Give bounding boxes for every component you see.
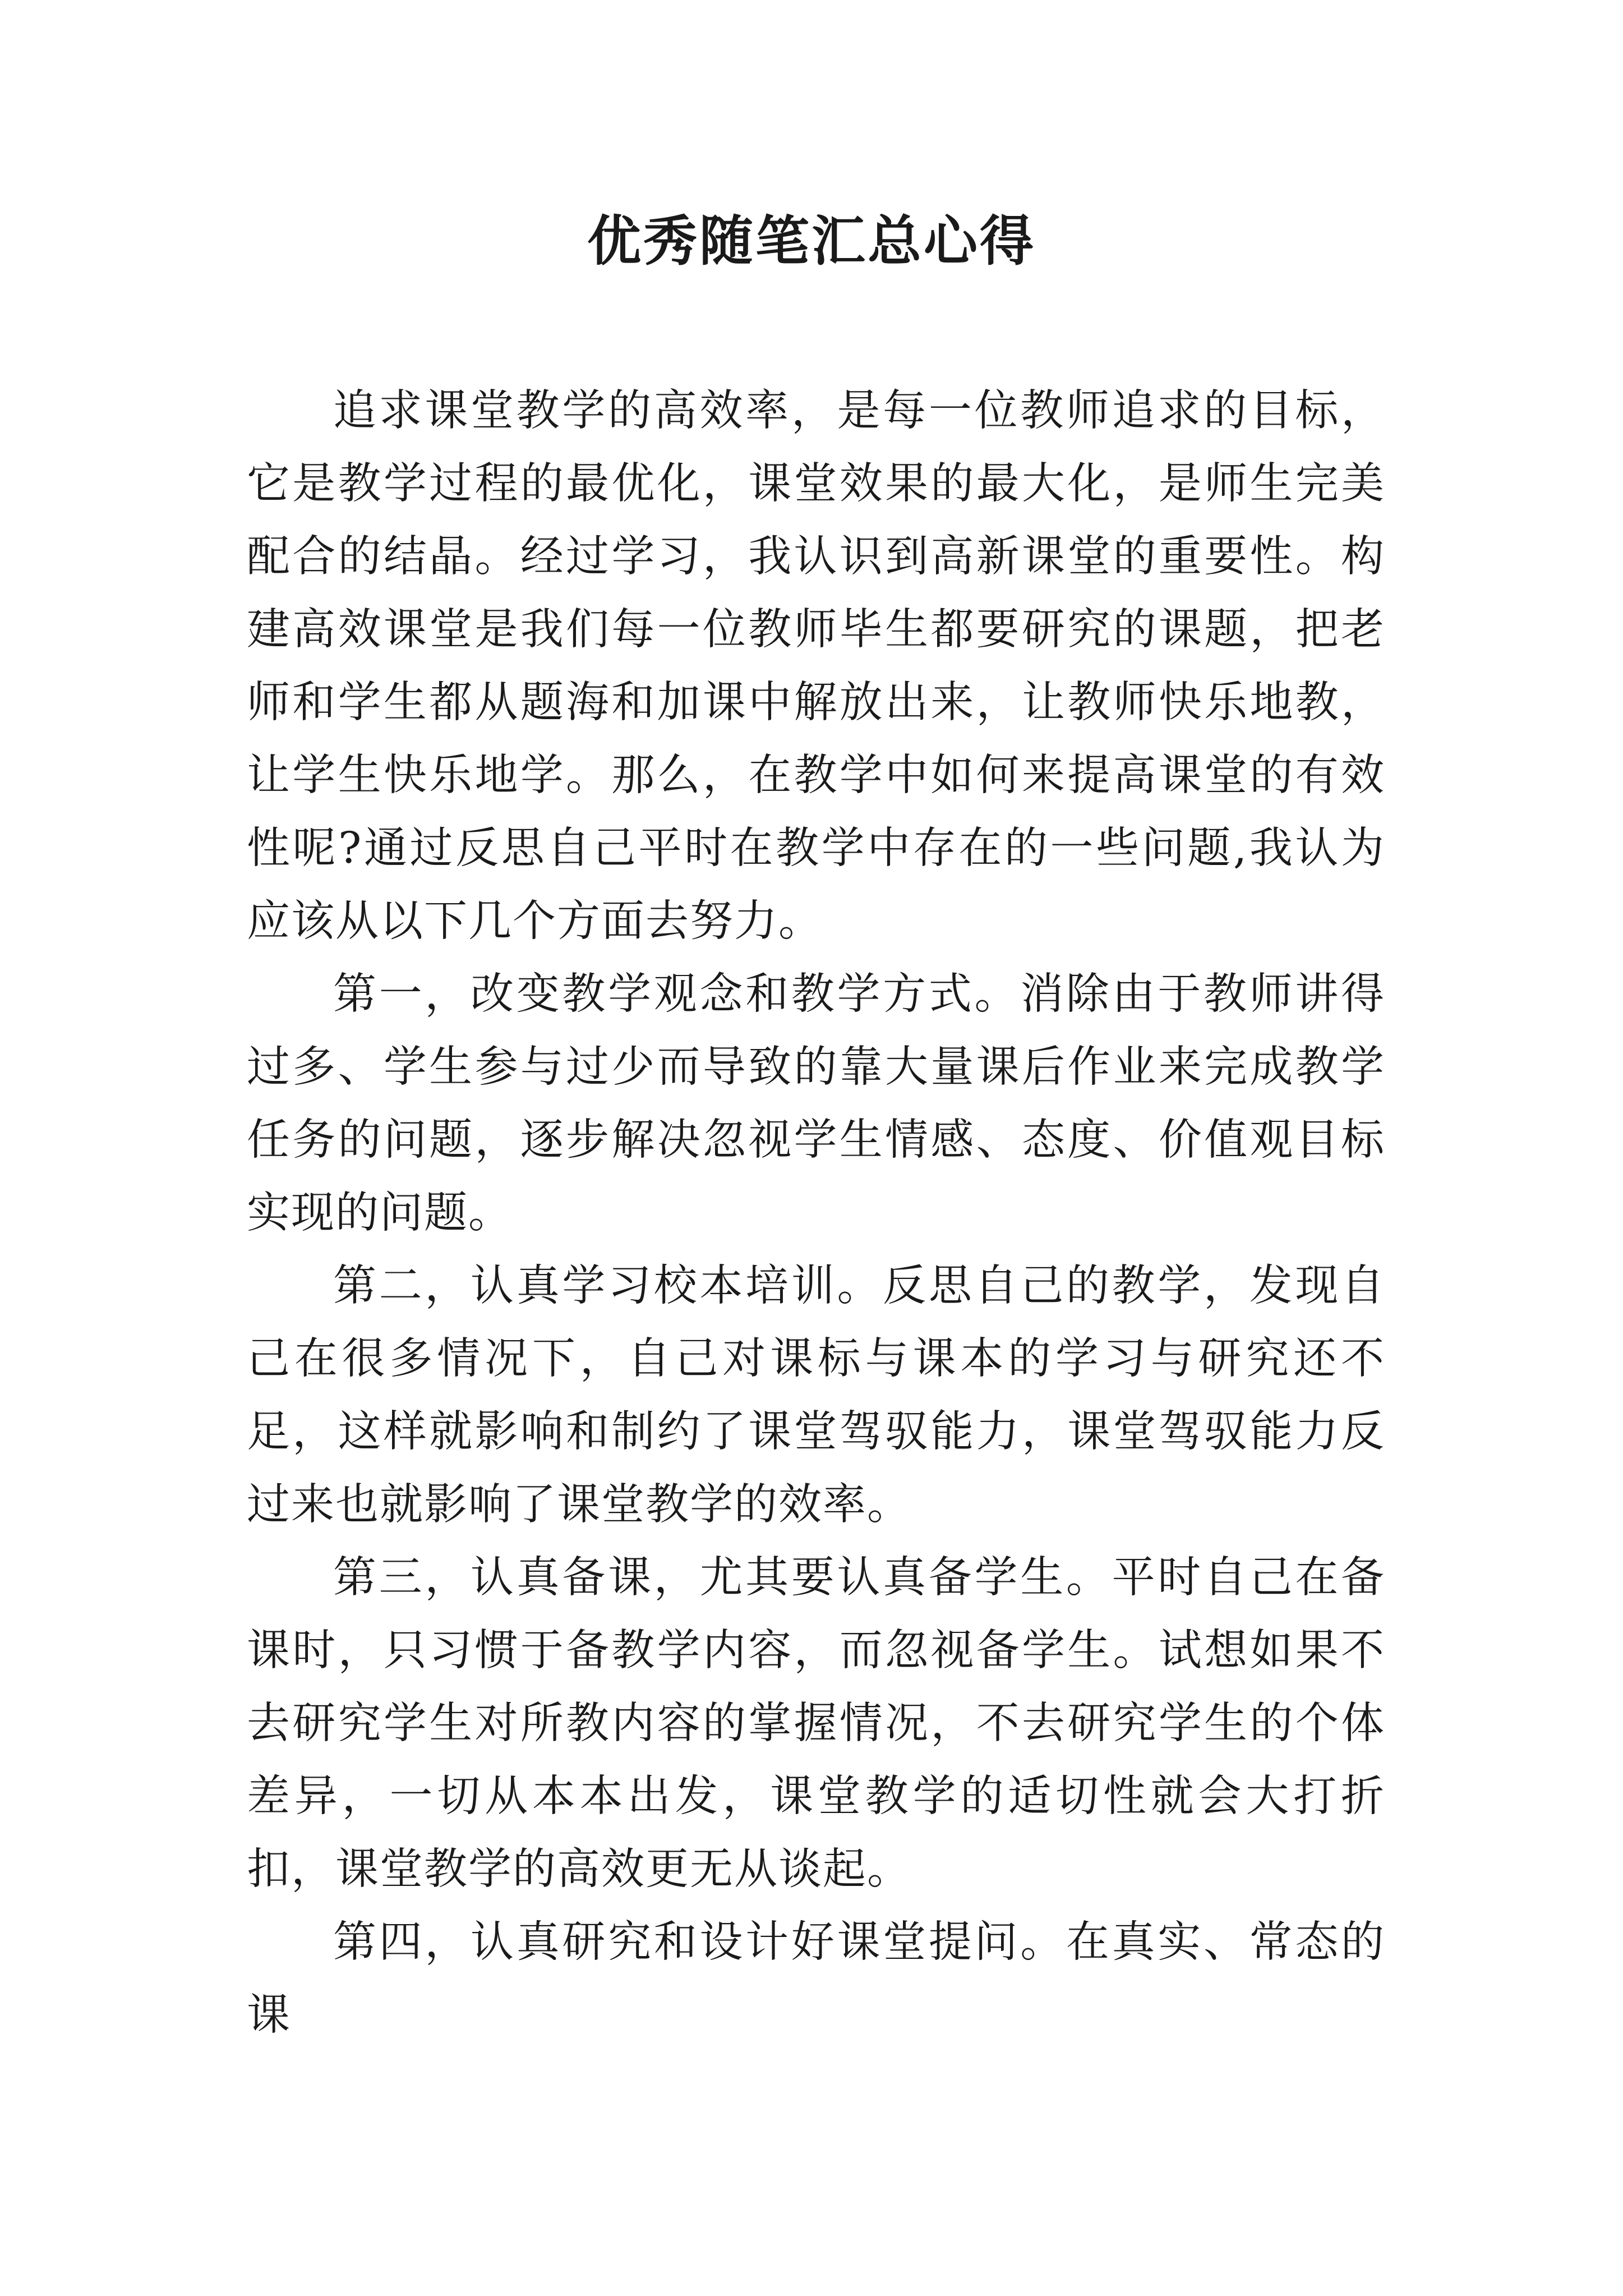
paragraph-4: 第三，认真备课，尤其要认真备学生。平时自己在备课时，只习惯于备教学内容，而忽视备学生。试想如果不去研究学生对所教内容的掌握情况，不去研究学生的个体差异，一切从本本出发，课堂教学的适切性就会大打折扣，课堂教学的高效更无从谈起。 bbox=[247, 1553, 1385, 1894]
document-title: 优秀随笔汇总心得 bbox=[587, 209, 1036, 273]
paragraph-1: 追求课堂教学的高效率，是每一位教师追求的目标，它是教学过程的最优化，课堂效果的最大化，是师生完美配合的结晶。经过学习，我认识到高新课堂的重要性。构建高效课堂是我们每一位教师毕生都要研究的课题，把老师和学生都从题海和加课中解放出来，让教师快乐地教，让学生快乐地学。那么，在教学中如何来提高课堂的有效性呢?通过反思自己平时在教学中存在的一些问题,我认为应该从以下几个方面去努力。 bbox=[247, 386, 1385, 946]
paragraph-2: 第一，改变教学观念和教学方式。消除由于教师讲得过多、学生参与过少而导致的靠大量课后作业来完成教学任务的问题，逐步解决忽视学生情感、态度、价值观目标实现的问题。 bbox=[247, 969, 1385, 1238]
paragraph-5: 第四，认真研究和设计好课堂提问。在真实、常态的课 bbox=[247, 1917, 1385, 2040]
document-body bbox=[247, 375, 1385, 2052]
paragraph-3: 第二，认真学习校本培训。反思自己的教学，发现自己在很多情况下，自己对课标与课本的学习与研究还不足，这样就影响和制约了课堂驾驭能力，课堂驾驭能力反过来也就影响了课堂教学的效率。 bbox=[247, 1261, 1385, 1530]
